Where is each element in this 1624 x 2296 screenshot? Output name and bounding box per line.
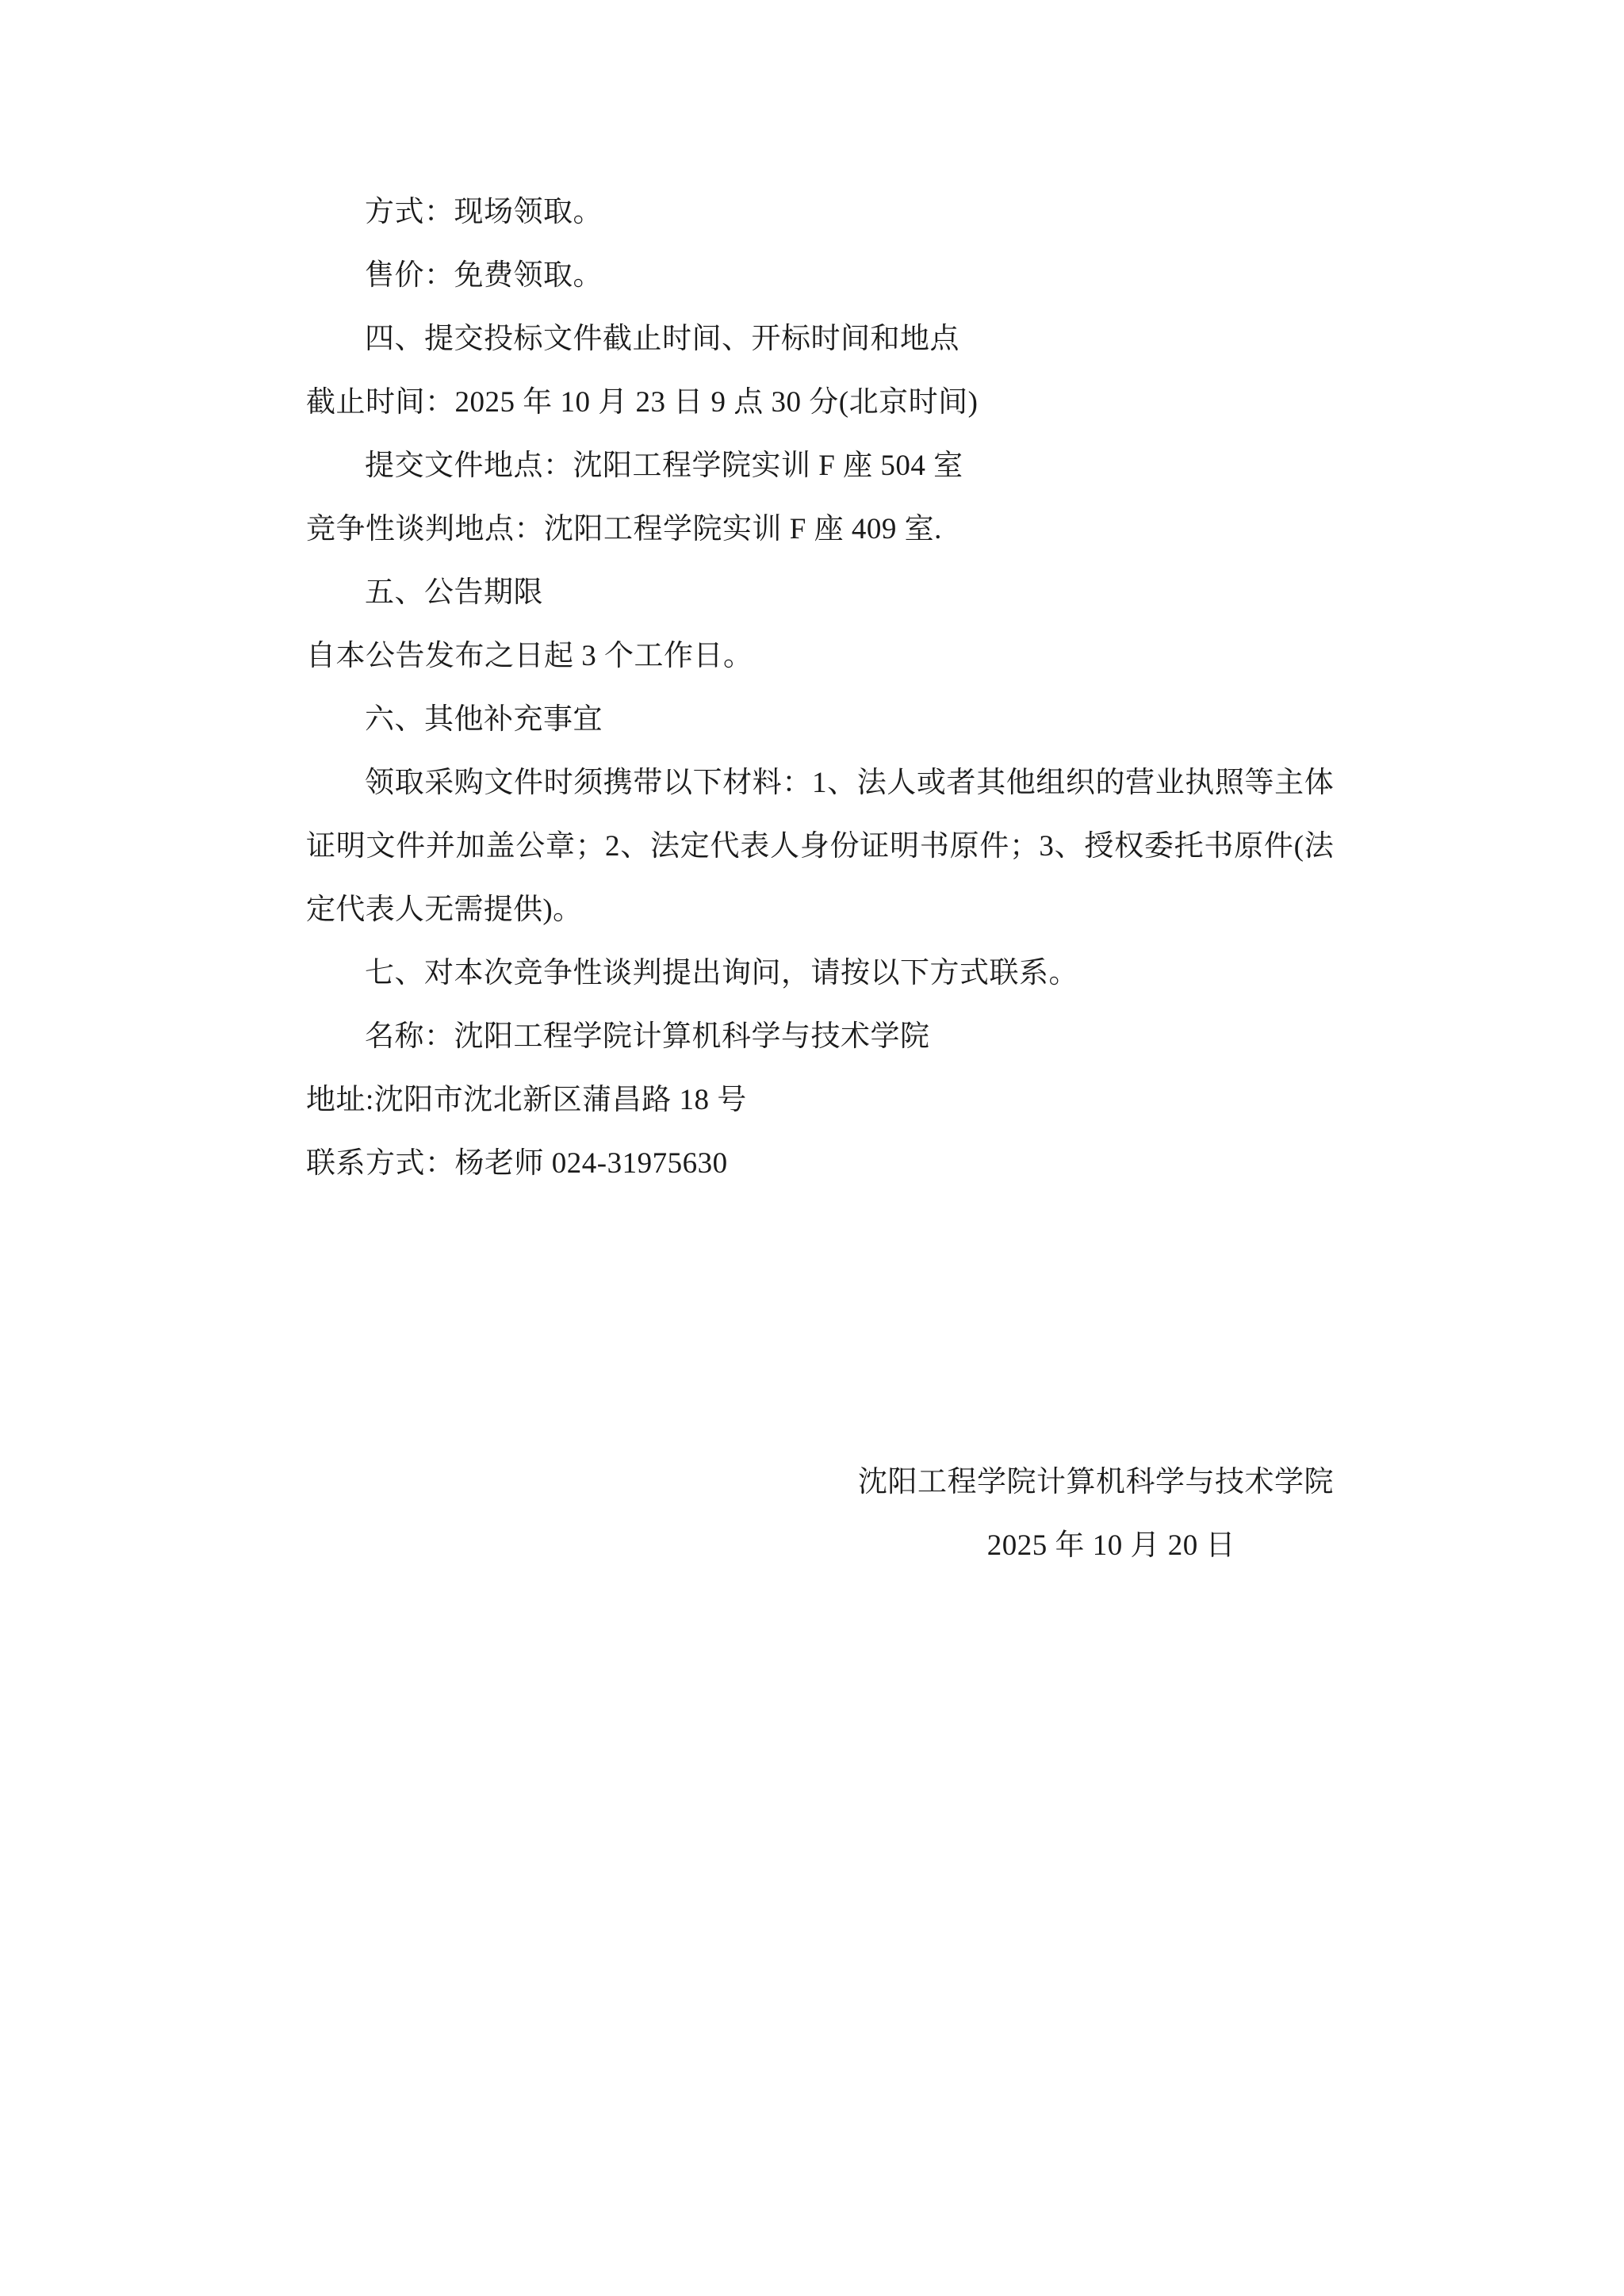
section-heading-six: 六、其他补充事宜 <box>365 703 603 736</box>
paragraph-other-matters: 领取采购文件时须携带以下材料：1、法人或者其他组织的营业执照等主体证明文件并加盖公章；2、法定代表人身份证明书原件；3、授权委托书原件(法定代表人无需提供)。 <box>306 767 1334 926</box>
section-heading-five: 五、公告期限 <box>365 576 543 609</box>
section-heading-seven: 七、对本次竞争性谈判提出询问，请按以下方式联系。 <box>365 957 1078 989</box>
body-line-price: 售价：免费领取。 <box>365 259 603 292</box>
body-line-announcement-period: 自本公告发布之日起 3 个工作日。 <box>306 640 753 672</box>
body-line-method: 方式：现场领取。 <box>365 196 603 228</box>
body-line-contact-name: 名称：沈阳工程学院计算机科学与技术学院 <box>365 1020 930 1053</box>
signature-organization: 沈阳工程学院计算机科学与技术学院 <box>858 1466 1334 1498</box>
body-line-negotiation-location: 竞争性谈判地点：沈阳工程学院实训 F 座 409 室. <box>306 513 942 545</box>
signature-date: 2025 年 10 月 20 日 <box>986 1529 1235 1562</box>
body-line-submission-location: 提交文件地点：沈阳工程学院实训 F 座 504 室 <box>365 450 963 482</box>
body-line-contact-phone: 联系方式：杨老师 024-31975630 <box>306 1147 728 1180</box>
section-heading-four: 四、提交投标文件截止时间、开标时间和地点 <box>365 323 959 355</box>
document-body <box>306 181 1334 1196</box>
body-line-contact-address: 地址:沈阳市沈北新区蒲昌路 18 号 <box>306 1084 747 1116</box>
signature-block <box>306 1451 1334 1578</box>
body-line-deadline: 截止时间：2025 年 10 月 23 日 9 点 30 分(北京时间) <box>306 386 979 419</box>
